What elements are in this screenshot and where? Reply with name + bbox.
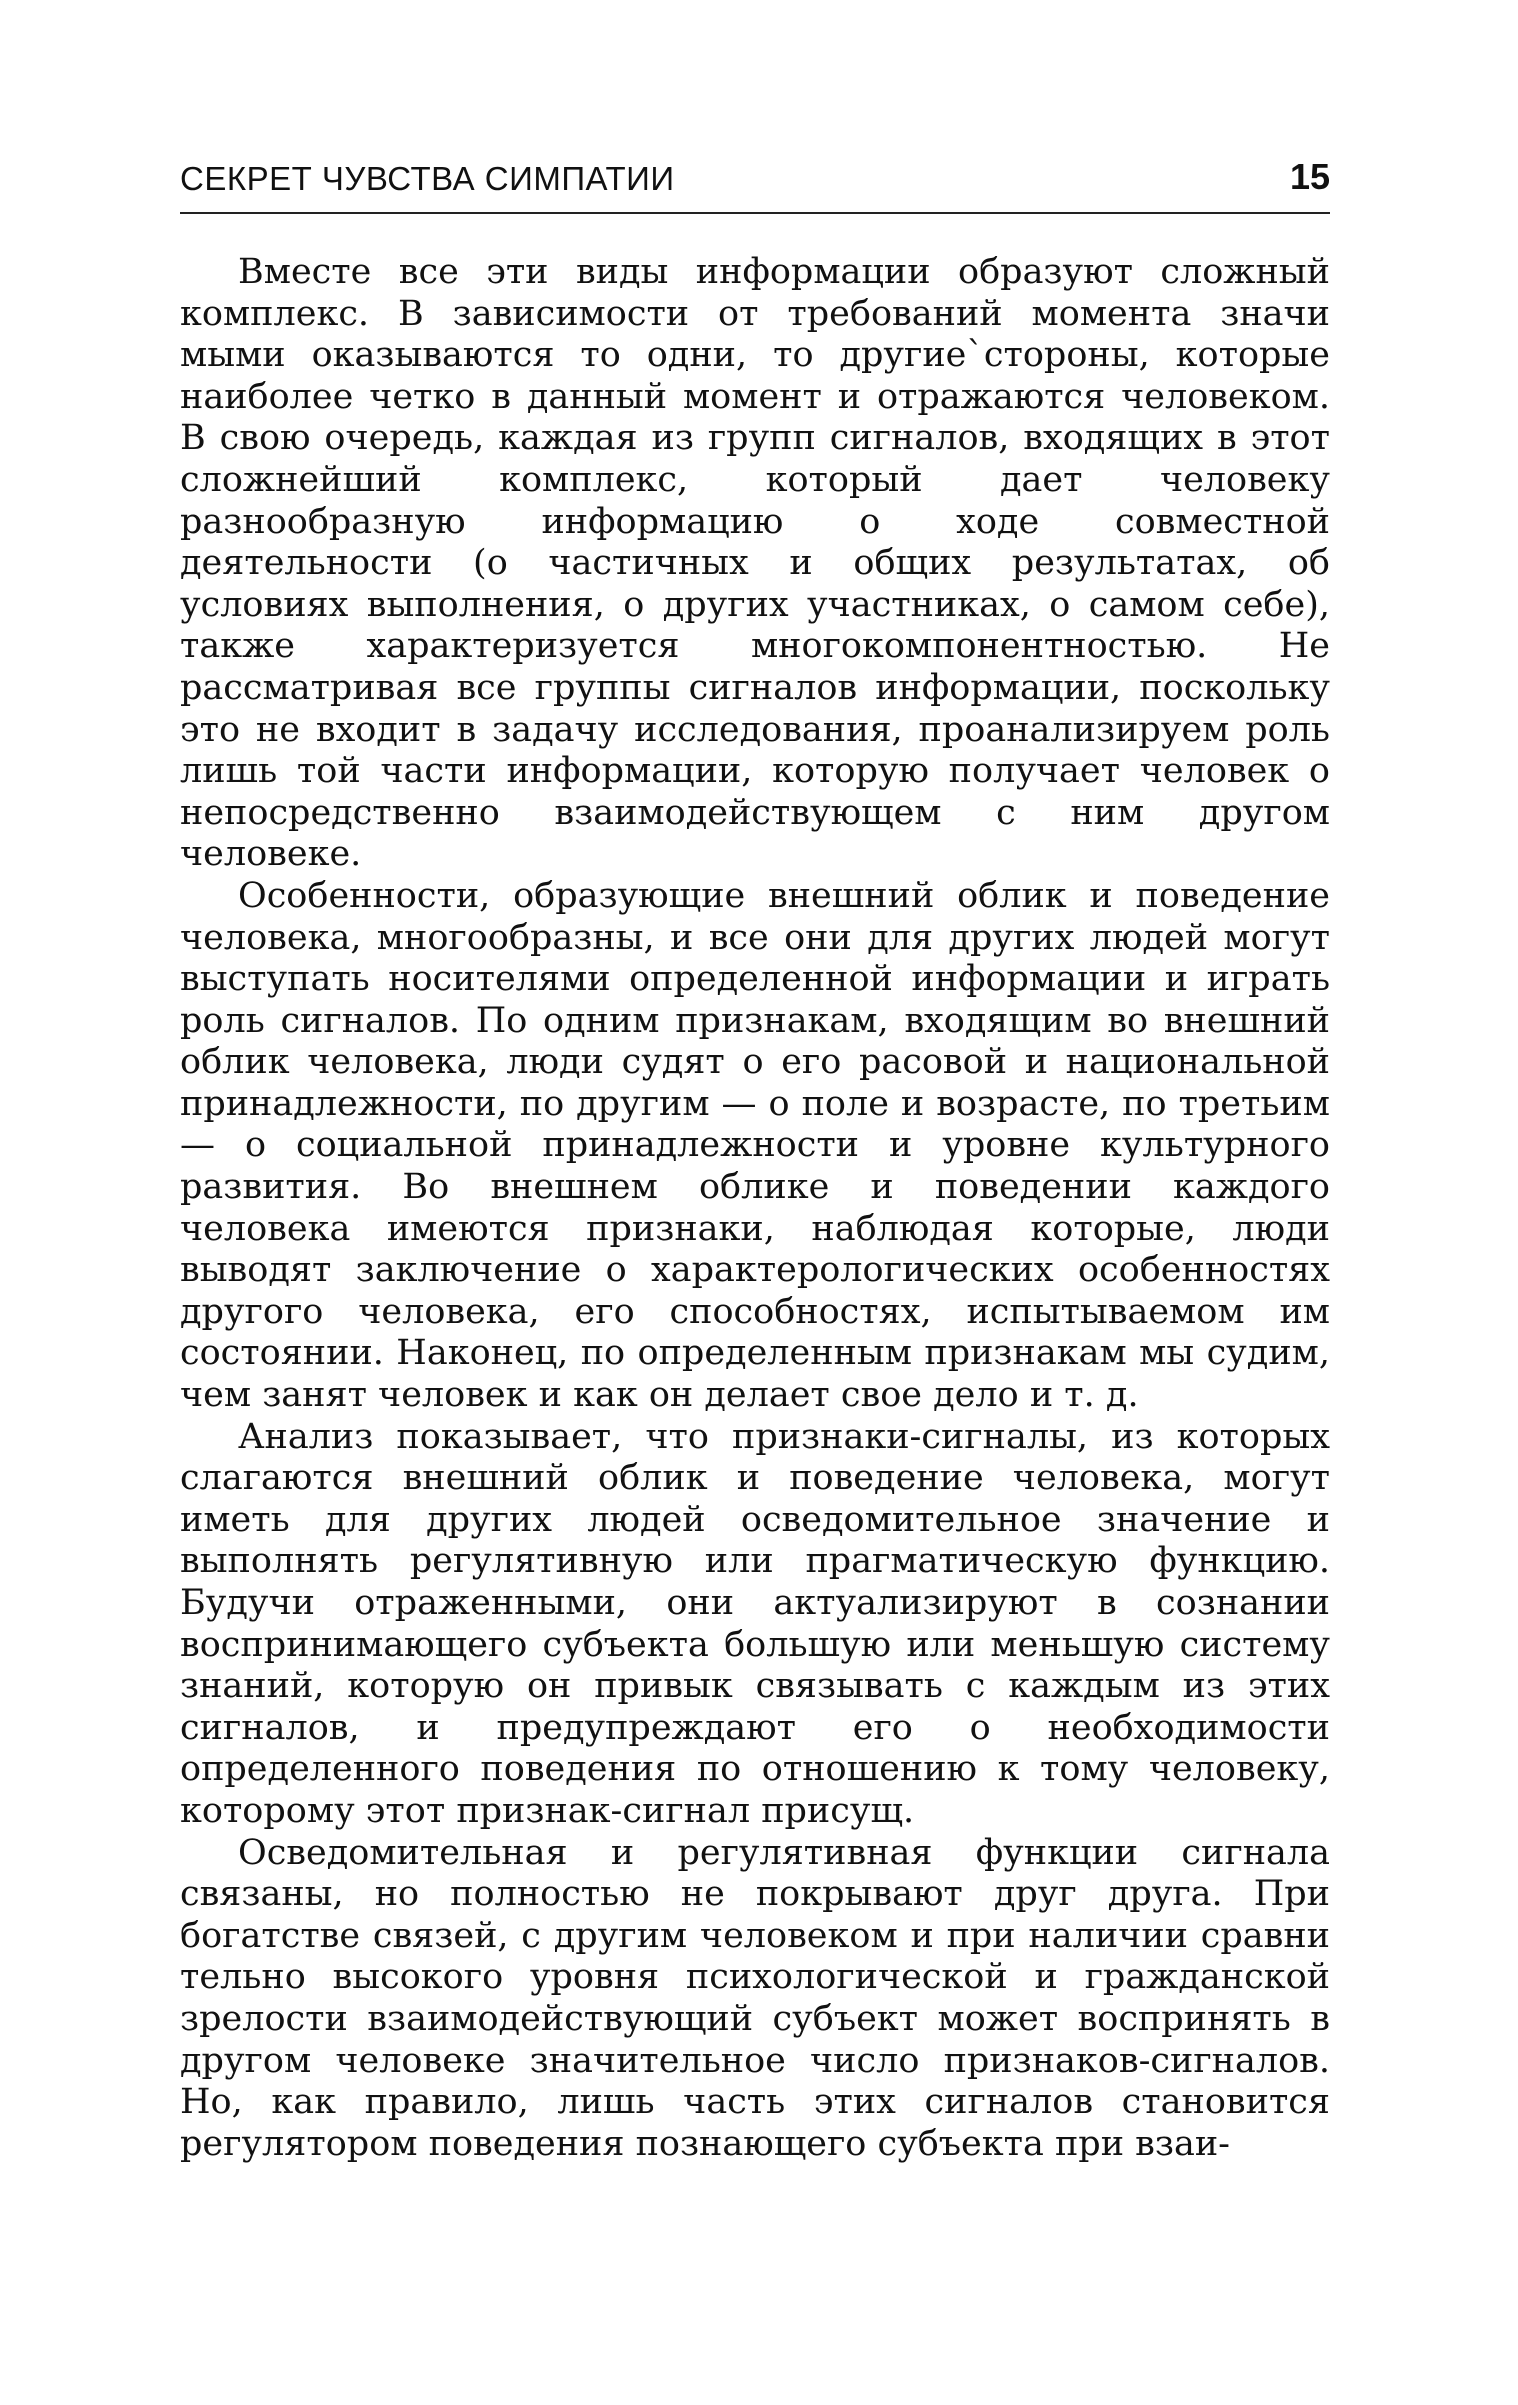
running-title: СЕКРЕТ ЧУВСТВА СИМПАТИИ xyxy=(180,160,675,197)
body-text xyxy=(180,252,1330,2165)
paragraph: Анализ показывает, что признаки-сигналы, из которых слагаются внешний облик и поведение человека, могут иметь для других людей осведомительное значение и выполнять регулятивную или прагматическую функцию. Будучи отраженными, они актуализируют в сознании воспринимающего субъекта большую или меньшую систему знаний, которую он привык связывать с каждым из этих сигналов, и предупреждают его о необходимости определенного поведения по отношению к тому человеку, которому этот признак-сигнал присущ. xyxy=(180,1416,1330,1831)
page-number: 15 xyxy=(1289,156,1330,197)
paragraph: Особенности, образующие внешний облик и поведение человека, многообразны, и все они для других людей могут выступать носителями определенной информации и играть роль сигналов. По одним признакам, входящим во внешний облик человека, люди судят о его расовой и национальной принадлежности, по другим — о поле и возрасте, по третьим — о социальной принадлежности и уровне культурного развития. Во внешнем облике и поведении каждого человека имеются признаки, наблюдая которые, люди выводят заключение о характерологических особенностях другого человека, его способностях, испытываемом им состоянии. Наконец, по определенным признакам мы судим, чем занят человек и как он делает свое дело и т. д. xyxy=(180,875,1330,1416)
page-header xyxy=(180,152,1330,214)
paragraph: Вместе все эти виды информации образуют сложный комплекс. В зависимости от требований момента значи мыми оказываются то одни, то другие`стороны, которые наиболее четко в данный момент и отражаются человеком. В свою очередь, каждая из групп сигналов, входящих в этот сложнейший комплекс, который дает человеку разнообразную информацию о ходе совместной деятельности (о частичных и общих результатах, об условиях выполнения, о других участниках, о самом себе), также характеризуется многокомпонентностью. Не рассматривая все группы сигналов информации, поскольку это не входит в задачу исследования, проанализируем роль лишь той части информации, которую получает человек о непосредственно взаимодействующем с ним другом человеке. xyxy=(180,252,1330,875)
paragraph: Осведомительная и регулятивная функции сигнала связаны, но полностью не покрывают друг друга. При богатстве связей, с другим человеком и при наличии сравни тельно высокого уровня психологической и гражданской зрелости взаимодействующий субъект может воспринять в другом человеке значительное число признаков-сигналов. Но, как правило, лишь часть этих сигналов становится регулятором поведения познающего субъекта при взаи- xyxy=(180,1832,1330,2164)
